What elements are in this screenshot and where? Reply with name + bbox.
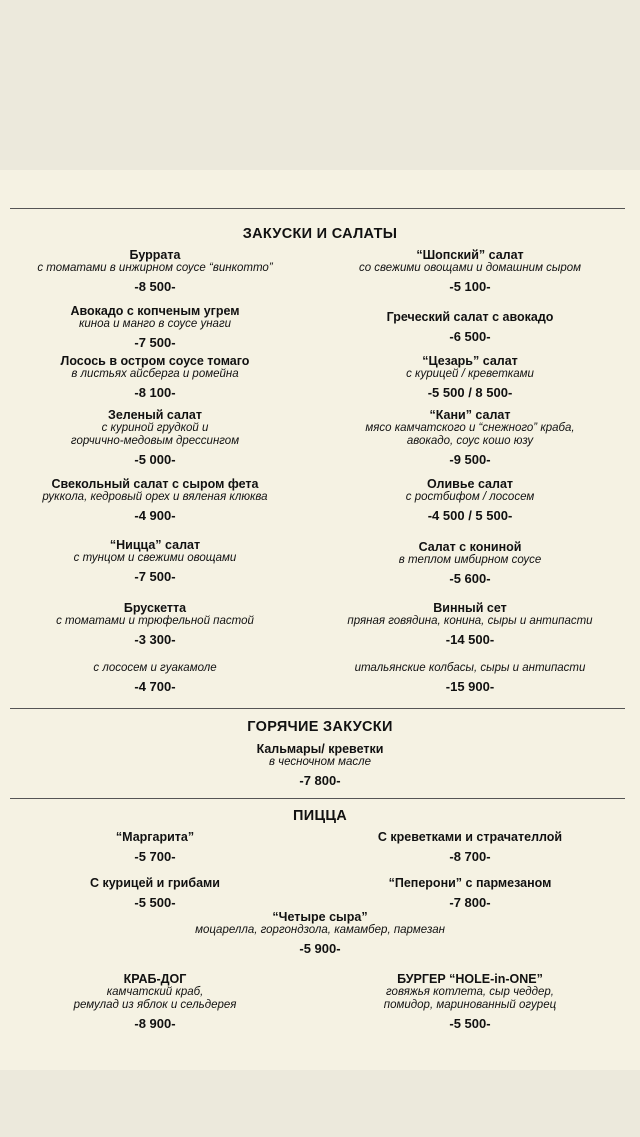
item-price: -8 100- — [134, 385, 176, 400]
menu-item — [5, 408, 305, 467]
item-name: “Маргарита” — [115, 830, 195, 844]
item-price: -5 900- — [299, 941, 341, 956]
menu-item — [320, 408, 620, 467]
item-name: Винный сет — [433, 601, 507, 615]
divider — [10, 208, 625, 209]
item-price: -6 500- — [449, 329, 491, 344]
menu-item — [320, 830, 620, 864]
item-name: Авокадо с копченым угрем — [70, 304, 240, 318]
menu-item — [320, 601, 620, 647]
menu-item — [320, 310, 620, 344]
top-margin — [0, 0, 640, 170]
item-name: Кальмары/ креветки — [256, 742, 384, 756]
divider — [10, 798, 625, 799]
item-price: -8 700- — [449, 849, 491, 864]
item-description: пряная говядина, конина, сыры и антипасти — [347, 615, 593, 627]
menu-item — [320, 972, 620, 1031]
bottom-margin — [0, 1070, 640, 1137]
item-price: -15 900- — [445, 679, 495, 694]
item-price: -5 600- — [449, 571, 491, 586]
item-price: -5 000- — [134, 452, 176, 467]
item-name: “Кани” салат — [429, 408, 511, 422]
item-description: итальянские колбасы, сыры и антипасти — [354, 662, 586, 674]
item-description: помидор, маринованный огурец — [383, 999, 557, 1011]
menu-item — [5, 830, 305, 864]
menu-item — [320, 662, 620, 694]
item-description: с тунцом и свежими овощами — [73, 552, 237, 564]
item-name: Брускетта — [123, 601, 187, 615]
section-title-zakuski: ЗАКУСКИ И САЛАТЫ — [242, 226, 398, 242]
item-description: с лососем и гуакамоле — [93, 662, 217, 674]
section-title-hot: ГОРЯЧИЕ ЗАКУСКИ — [247, 719, 393, 735]
item-price: -4 700- — [134, 679, 176, 694]
item-price: -7 500- — [134, 569, 176, 584]
item-price: -4 500 / 5 500- — [427, 508, 513, 523]
menu-item — [5, 538, 305, 584]
menu-item — [5, 601, 305, 647]
menu-item — [5, 304, 305, 350]
item-description: с томатами в инжирном соусе “винкотто” — [37, 262, 273, 274]
item-name: “Четыре сыра” — [272, 910, 368, 924]
item-price: -8 900- — [134, 1016, 176, 1031]
item-price: -9 500- — [449, 452, 491, 467]
item-price: -7 500- — [134, 335, 176, 350]
item-description: горчично-медовым дрессингом — [70, 435, 240, 447]
menu-item — [5, 876, 305, 910]
item-name: Оливье салат — [426, 477, 514, 491]
item-description: с куриной грудкой и — [101, 422, 209, 434]
menu-item — [5, 662, 305, 694]
item-name: “Цезарь” салат — [422, 354, 518, 368]
item-name: Салат с кониной — [418, 540, 522, 554]
item-description: руккола, кедровый орех и вяленая клюква — [42, 491, 268, 503]
item-description: ремулад из яблок и сельдерея — [73, 999, 237, 1011]
item-description: со свежими овощами и домашним сыром — [358, 262, 582, 274]
menu-item — [170, 742, 470, 788]
item-name: БУРГЕР “HOLE-in-ONE” — [397, 972, 543, 986]
item-name: “Шопский” салат — [416, 248, 524, 262]
menu-item — [320, 876, 620, 910]
menu-item — [320, 354, 620, 400]
item-price: -7 800- — [449, 895, 491, 910]
item-price: -3 300- — [134, 632, 176, 647]
divider — [10, 708, 625, 709]
menu-item — [5, 477, 305, 523]
item-name: “Ницца” салат — [109, 538, 201, 552]
item-description: киноа и манго в соусе унаги — [78, 318, 232, 330]
item-description: говяжья котлета, сыр чеддер, — [386, 986, 554, 998]
item-name: Лосось в остром соусе томаго — [60, 354, 250, 368]
item-price: -8 500- — [134, 279, 176, 294]
item-description: в чесночном масле — [268, 756, 372, 768]
item-description: в листьях айсберга и ромейна — [71, 368, 239, 380]
menu-item — [5, 354, 305, 400]
item-description: камчатский краб, — [106, 986, 204, 998]
item-name: КРАБ-ДОГ — [123, 972, 187, 986]
item-price: -4 900- — [134, 508, 176, 523]
menu-item — [320, 540, 620, 586]
item-name: Буррата — [129, 248, 181, 262]
item-description: в теплом имбирном соусе — [398, 554, 542, 566]
item-name: “Пеперони” с пармезаном — [388, 876, 552, 890]
item-description: моцарелла, горгондзола, камамбер, пармезан — [195, 924, 445, 936]
menu-item — [320, 477, 620, 523]
item-price: -5 500- — [134, 895, 176, 910]
menu-item — [320, 248, 620, 294]
item-price: -5 500- — [449, 1016, 491, 1031]
section-title-pizza: ПИЦЦА — [293, 808, 347, 824]
item-price: -14 500- — [445, 632, 495, 647]
item-description: мясо камчатского и “снежного” краба, — [365, 422, 575, 434]
menu-item — [170, 910, 470, 956]
menu-page — [0, 170, 640, 1070]
menu-item — [5, 248, 305, 294]
item-name: Свекольный салат с сыром фета — [51, 477, 259, 491]
item-price: -5 500 / 8 500- — [427, 385, 513, 400]
item-description: с курицей / креветками — [406, 368, 534, 380]
item-name: Зеленый салат — [108, 408, 202, 422]
item-description: с ростбифом / лососем — [405, 491, 535, 503]
item-description: с томатами и трюфельной пастой — [56, 615, 254, 627]
menu-item — [5, 972, 305, 1031]
item-name: С курицей и грибами — [90, 876, 220, 890]
item-description: авокадо, соус кошо юзу — [406, 435, 534, 447]
item-price: -5 700- — [134, 849, 176, 864]
item-price: -5 100- — [449, 279, 491, 294]
item-name: С креветками и страчателлой — [377, 830, 563, 844]
item-price: -7 800- — [299, 773, 341, 788]
item-name: Греческий салат с авокадо — [386, 310, 554, 324]
